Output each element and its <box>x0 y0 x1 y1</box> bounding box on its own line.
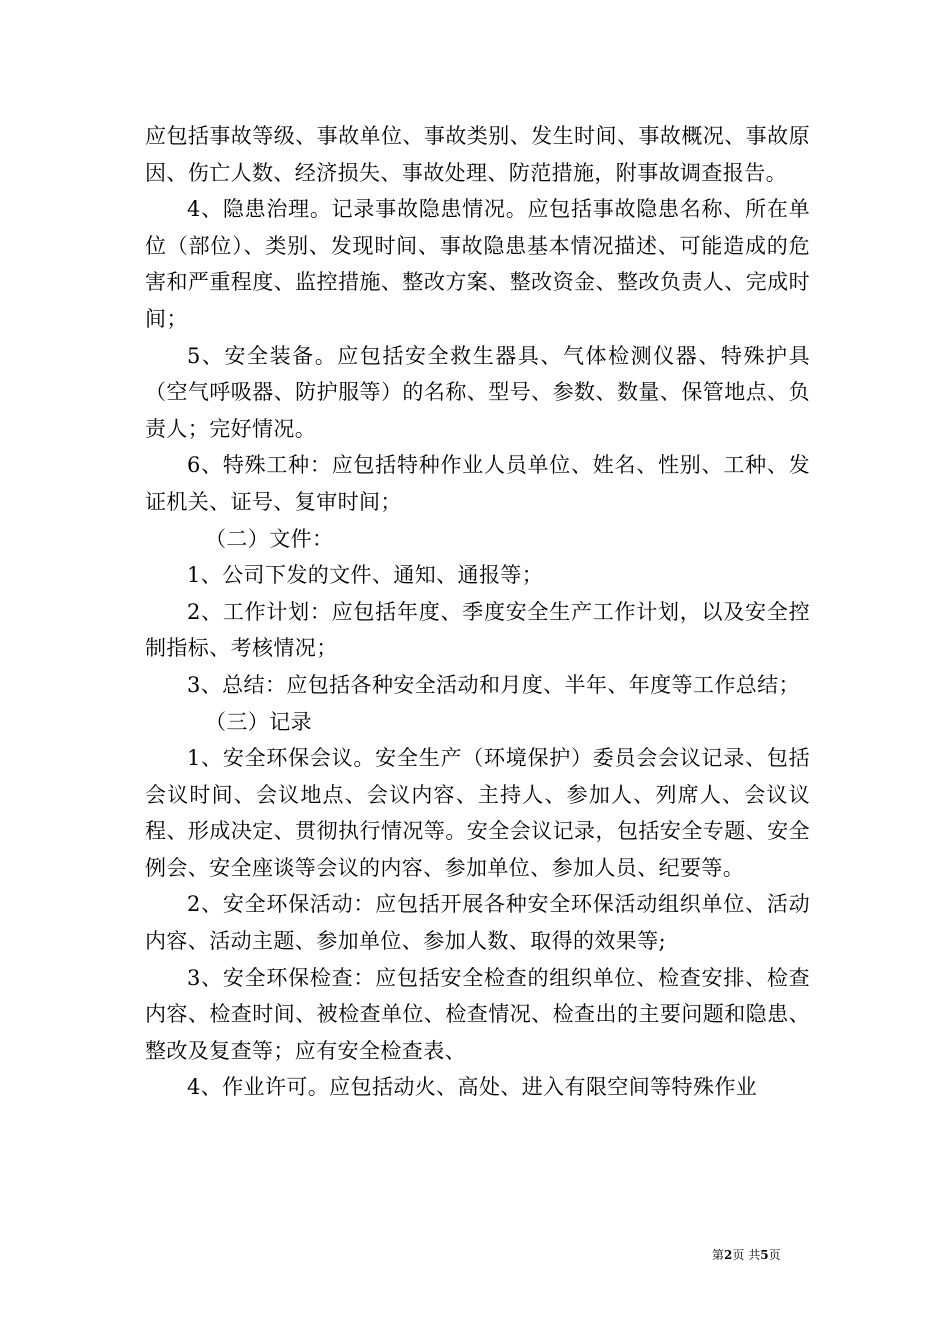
total-page-number: 5 <box>760 1248 769 1262</box>
footer-middle: 页 共 <box>732 1248 761 1262</box>
section-heading-records: （三）记录 <box>205 709 312 734</box>
paragraph-safety-activities: 2、安全环保活动：应包括开展各种安全环保活动组织单位、活动内容、活动主题、参加单位、参加人数、取得的效果等; <box>145 892 810 954</box>
paragraph-work-permits: 4、作业许可。应包括动火、高处、进入有限空间等特殊作业 <box>187 1075 758 1100</box>
paragraph-safety-inspections: 3、安全环保检查：应包括安全检查的组织单位、检查安排、检查内容、检查时间、被检查单位、检查情况、检查出的主要问题和隐患、整改及复查等；应有安全检查表、 <box>145 965 810 1063</box>
footer-prefix: 第 <box>712 1248 725 1262</box>
paragraph-summary: 3、总结：应包括各种安全活动和月度、半年、年度等工作总结； <box>187 672 800 697</box>
paragraph-work-plan: 2、工作计划：应包括年度、季度安全生产工作计划，以及安全控制指标、考核情况； <box>145 599 810 661</box>
paragraph-safety-equipment: 5、安全装备。应包括安全救生器具、气体检测仪器、特殊护具（空气呼吸器、防护服等）的名称、型号、参数、数量、保管地点、负责人；完好情况。 <box>145 343 810 441</box>
section-heading-documents: （二）文件： <box>205 526 334 551</box>
paragraph-company-documents: 1、公司下发的文件、通知、通报等； <box>187 563 544 588</box>
current-page-number: 2 <box>724 1248 733 1262</box>
footer-suffix: 页 <box>768 1248 781 1262</box>
paragraph-accident-content: 应包括事故等级、事故单位、事故类别、发生时间、事故概况、事故原因、伤亡人数、经济损失、事故处理、防范措施，附事故调查报告。 <box>145 124 810 185</box>
paragraph-hazard-governance: 4、隐患治理。记录事故隐患情况。应包括事故隐患名称、所在单位（部位）、类别、发现时间、事故隐患基本情况描述、可能造成的危害和严重程度、监控措施、整改方案、整改资金、整改负责人、完成时间； <box>145 197 810 331</box>
paragraph-safety-meetings: 1、安全环保会议。安全生产（环境保护）委员会会议记录、包括会议时间、会议地点、会议内容、主持人、参加人、列席人、会议议程、形成决定、贯彻执行情况等。安全会议记录，包括安全专题、安全例会、安全座谈等会议的内容、参加单位、参加人员、纪要等。 <box>145 746 810 880</box>
page-number-footer <box>712 1247 781 1263</box>
document-body <box>145 118 810 1106</box>
paragraph-special-trades: 6、特殊工种：应包括特种作业人员单位、姓名、性别、工种、发证机关、证号、复审时间； <box>145 453 810 514</box>
